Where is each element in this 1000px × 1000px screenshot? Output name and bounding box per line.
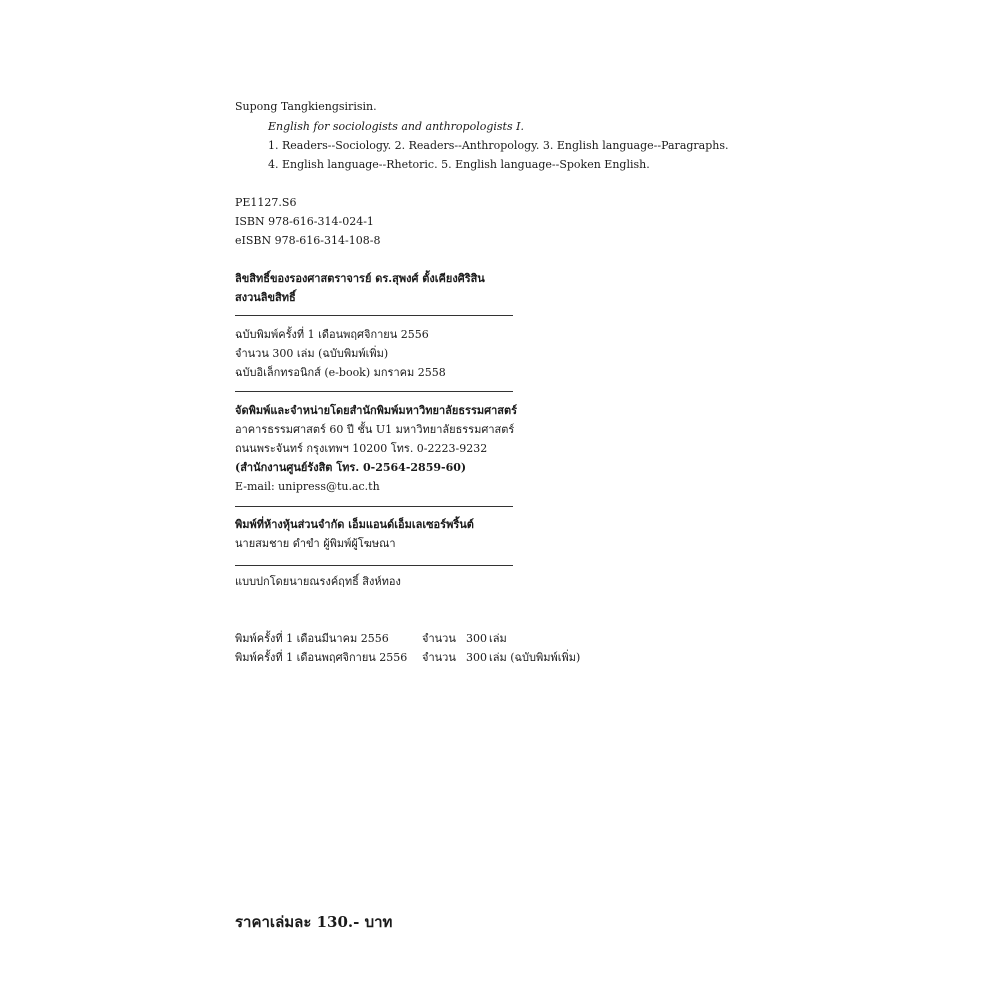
print-history-edition: พิมพ์ครั้งที่ 1 เดือนพฤศจิกายน 2556 xyxy=(235,651,408,664)
edition-line-1: ฉบับพิมพ์ครั้งที่ 1 เดือนพฤศจิกายน 2556 xyxy=(235,328,429,341)
divider xyxy=(235,565,513,566)
print-history-unit: เล่ม (ฉบับพิมพ์เพิ่ม) xyxy=(489,651,581,664)
print-history-unit: เล่ม xyxy=(489,632,507,645)
publisher-line-4: (สำนักงานศูนย์รังสิต โทร. 0-2564-2859-60) xyxy=(235,461,467,474)
catalog-author: Supong Tangkiengsirisin. xyxy=(235,100,377,113)
price: ราคาเล่มละ 130.- บาท xyxy=(235,913,393,931)
edition-line-3: ฉบับอิเล็กทรอนิกส์ (e-book) มกราคม 2558 xyxy=(235,366,446,379)
divider xyxy=(235,391,513,392)
publisher-email: E-mail: unipress@tu.ac.th xyxy=(235,480,380,493)
print-history-qty-label: จำนวน xyxy=(422,651,456,664)
publisher-line-3: ถนนพระจันทร์ กรุงเทพฯ 10200 โทร. 0-2223-9232 xyxy=(235,442,488,455)
catalog-subjects-2: 4. English language--Rhetoric. 5. English language--Spoken English. xyxy=(268,158,650,171)
divider xyxy=(235,315,513,316)
copyright-reserved: สงวนลิขสิทธิ์ xyxy=(235,291,296,304)
printer-line-1: พิมพ์ที่ห้างหุ้นส่วนจำกัด เอ็มแอนด์เอ็มเลเซอร์พริ้นต์ xyxy=(235,518,474,531)
copyright-holder: ลิขสิทธิ์ของรองศาสตราจารย์ ดร.สุพงศ์ ตั้งเคียงศิริสิน xyxy=(235,272,485,285)
publisher-line-1: จัดพิมพ์และจำหน่ายโดยสำนักพิมพ์มหาวิทยาลัยธรรมศาสตร์ xyxy=(235,404,518,417)
print-history-edition: พิมพ์ครั้งที่ 1 เดือนมีนาคม 2556 xyxy=(235,632,389,645)
publisher-line-2: อาคารธรรมศาสตร์ 60 ปี ชั้น U1 มหาวิทยาลัยธรรมศาสตร์ xyxy=(235,423,515,436)
print-history-qty: 300 xyxy=(466,632,487,645)
call-number: PE1127.S6 xyxy=(235,196,297,209)
divider xyxy=(235,506,513,507)
catalog-subjects-1: 1. Readers--Sociology. 2. Readers--Anthropology. 3. English language--Paragraphs. xyxy=(268,139,729,152)
isbn: ISBN 978-616-314-024-1 xyxy=(235,215,374,228)
edition-line-2: จำนวน 300 เล่ม (ฉบับพิมพ์เพิ่ม) xyxy=(235,347,389,360)
print-history-qty: 300 xyxy=(466,651,487,664)
printer-line-2: นายสมชาย ดำขำ ผู้พิมพ์ผู้โฆษณา xyxy=(235,537,396,550)
eisbn: eISBN 978-616-314-108-8 xyxy=(235,234,381,247)
cover-designer: แบบปกโดยนายณรงค์ฤทธิ์ สิงห์ทอง xyxy=(235,575,401,588)
catalog-title: English for sociologists and anthropologists I. xyxy=(268,120,524,133)
print-history-qty-label: จำนวน xyxy=(422,632,456,645)
